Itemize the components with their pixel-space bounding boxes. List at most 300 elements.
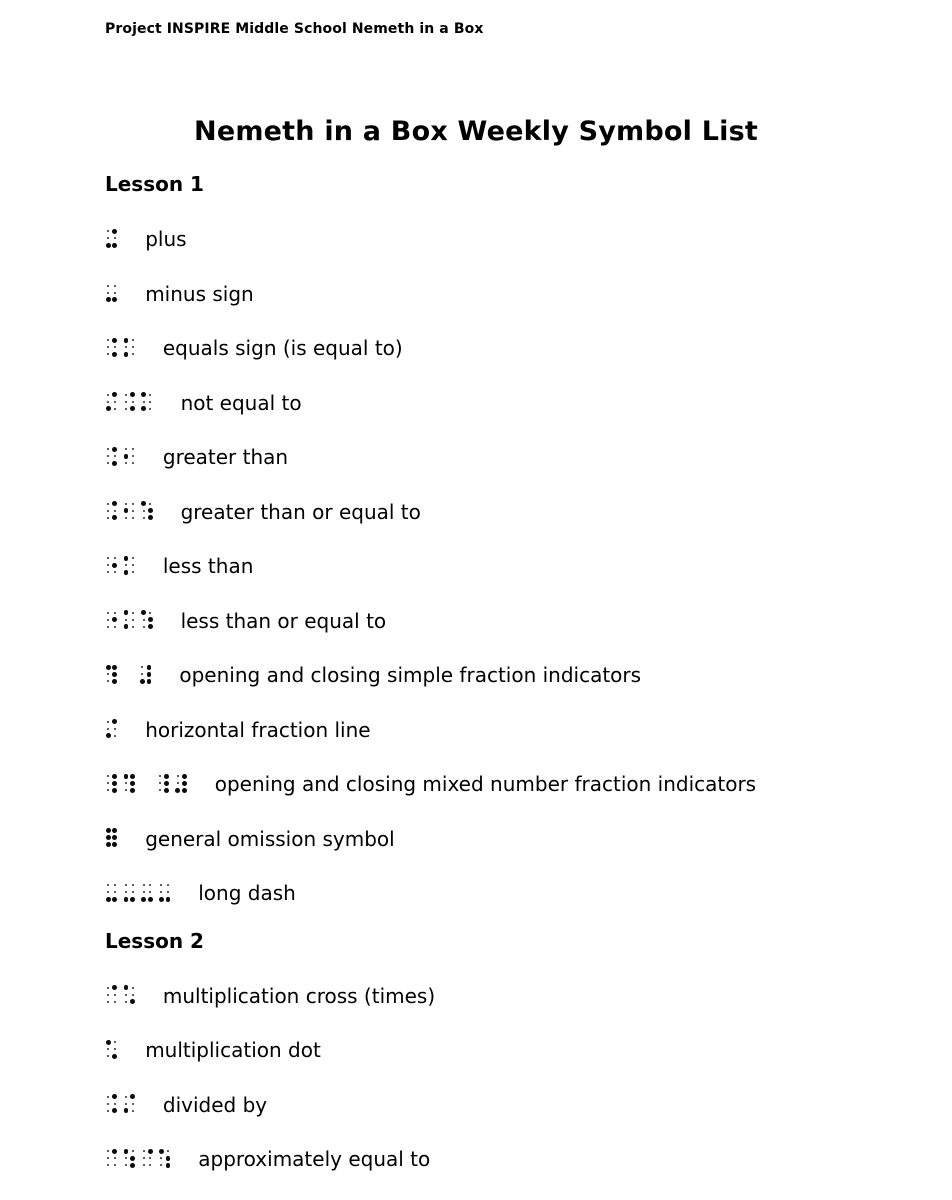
braille-cell (123, 882, 136, 903)
braille-symbol (105, 282, 118, 303)
braille-dot (106, 665, 111, 670)
symbol-row (0, 376, 952, 431)
braille-dot (143, 1164, 145, 1166)
lesson-heading: Lesson 2 (105, 928, 204, 953)
braille-symbol (105, 718, 118, 739)
braille-dot (114, 292, 116, 294)
braille-dot (132, 564, 134, 566)
braille-dot (112, 665, 117, 670)
symbol-label: approximately equal to (198, 1147, 431, 1172)
braille-dot (107, 1048, 109, 1050)
braille-dot (114, 571, 116, 573)
braille-dot (132, 626, 134, 628)
braille-cell (105, 337, 118, 358)
braille-dot (125, 619, 127, 621)
braille-dot (112, 515, 117, 520)
braille-space (123, 674, 135, 675)
braille-dot (132, 455, 134, 457)
braille-dot (114, 1041, 116, 1043)
braille-dot (112, 1149, 117, 1154)
braille-dot (132, 619, 134, 621)
symbol-row (0, 485, 952, 540)
braille-cell (140, 882, 153, 903)
braille-dot (107, 612, 109, 614)
braille-dot (130, 1094, 135, 1099)
braille-dot (125, 1096, 127, 1098)
braille-dot (141, 666, 143, 668)
braille-dot (160, 891, 162, 893)
braille-dot (159, 782, 161, 784)
braille-dot (132, 1103, 134, 1105)
braille-dot (148, 897, 153, 902)
braille-dot (114, 455, 116, 457)
braille-dot (124, 556, 129, 561)
symbol-label: multiplication dot (145, 1038, 321, 1063)
braille-dot (107, 448, 109, 450)
braille-dot (114, 1164, 116, 1166)
symbol-label: greater than (162, 445, 289, 470)
braille-dot (114, 1001, 116, 1003)
braille-dot (107, 353, 109, 355)
symbol-label: equals sign (is equal to) (162, 336, 403, 361)
symbol-row (0, 703, 952, 758)
braille-dot (132, 1110, 134, 1112)
braille-dot (106, 1040, 111, 1045)
braille-symbol (105, 664, 152, 685)
braille-dot (112, 679, 117, 684)
braille-dot (125, 891, 127, 893)
braille-dot (124, 897, 129, 902)
symbol-label: plus (145, 227, 187, 252)
symbol-row (0, 757, 952, 812)
braille-dot (148, 515, 153, 520)
braille-dot (107, 884, 109, 886)
braille-dot (124, 352, 129, 357)
braille-dot (107, 517, 109, 519)
symbol-row (0, 430, 952, 485)
braille-cell (105, 282, 118, 303)
braille-cell (123, 500, 136, 521)
braille-dot (149, 503, 151, 505)
braille-dot (124, 338, 129, 343)
braille-cell (157, 773, 170, 794)
braille-dot (130, 781, 135, 786)
braille-dot (148, 617, 153, 622)
braille-dot (149, 401, 151, 403)
braille-dot (143, 891, 145, 893)
braille-dot (125, 1164, 127, 1166)
braille-cell (139, 664, 152, 685)
braille-dot (167, 1150, 169, 1152)
braille-dot (132, 346, 134, 348)
braille-dot (114, 612, 116, 614)
braille-dot (107, 626, 109, 628)
braille-symbol (105, 984, 136, 1005)
braille-cell (105, 1148, 118, 1169)
braille-cell (105, 555, 118, 576)
braille-dot (141, 610, 146, 615)
braille-symbol (105, 1093, 136, 1114)
braille-dot (132, 557, 134, 559)
braille-symbol (105, 500, 154, 521)
braille-dot (125, 462, 127, 464)
braille-dot (125, 994, 127, 996)
braille-dot (106, 897, 111, 902)
braille-dot (140, 679, 145, 684)
braille-dot (112, 781, 117, 786)
braille-cell (140, 1148, 153, 1169)
braille-dot (124, 624, 129, 629)
braille-dot (112, 461, 117, 466)
braille-dot (130, 1163, 135, 1168)
braille-dot (112, 243, 117, 248)
braille-dot (130, 406, 135, 411)
braille-cell (105, 984, 118, 1005)
braille-dot (124, 1149, 129, 1154)
braille-cell (123, 1093, 136, 1114)
symbol-label: minus sign (145, 281, 254, 306)
braille-dot (114, 884, 116, 886)
braille-dot (167, 884, 169, 886)
braille-dot (107, 1157, 109, 1159)
braille-dot (143, 510, 145, 512)
braille-dot (112, 985, 117, 990)
braille-dot (125, 346, 127, 348)
symbol-label: divided by (162, 1092, 268, 1117)
symbol-row (0, 1132, 952, 1187)
braille-cell (105, 1093, 118, 1114)
braille-dot (182, 774, 187, 779)
braille-dot (106, 842, 111, 847)
braille-dot (125, 517, 127, 519)
braille-dot (114, 237, 116, 239)
braille-cell (140, 609, 153, 630)
braille-symbol (105, 446, 136, 467)
braille-dot (106, 828, 111, 833)
braille-dot (124, 570, 129, 575)
braille-dot (143, 884, 145, 886)
symbol-label: general omission symbol (145, 826, 395, 851)
braille-dot (125, 394, 127, 396)
braille-dot (114, 285, 116, 287)
braille-dot (107, 728, 109, 730)
braille-dot (132, 612, 134, 614)
braille-dot (125, 782, 127, 784)
braille-dot (114, 1157, 116, 1159)
braille-dot (130, 392, 135, 397)
braille-dot (125, 1157, 127, 1159)
symbol-label: horizontal fraction line (145, 717, 371, 742)
braille-dot (112, 338, 117, 343)
braille-dot (147, 679, 152, 684)
braille-cell (105, 664, 118, 685)
symbol-row (0, 267, 952, 322)
symbol-row (0, 321, 952, 376)
braille-dot (147, 665, 152, 670)
doc-header: Project INSPIRE Middle School Nemeth in a Box (105, 21, 484, 37)
braille-dot (107, 1001, 109, 1003)
symbol-row (0, 969, 952, 1024)
braille-symbol (105, 827, 118, 848)
braille-symbol (105, 391, 154, 412)
braille-dot (107, 987, 109, 989)
braille-cell (123, 391, 136, 412)
symbol-row (0, 866, 952, 921)
braille-dot (125, 503, 127, 505)
braille-dot (112, 501, 117, 506)
braille-dot (107, 230, 109, 232)
symbol-label: less than or equal to (180, 608, 387, 633)
braille-dot (107, 571, 109, 573)
braille-cell (140, 500, 153, 521)
braille-cell (123, 337, 136, 358)
braille-dot (182, 781, 187, 786)
braille-dot (107, 680, 109, 682)
braille-dot (132, 448, 134, 450)
braille-dot (143, 619, 145, 621)
braille-cell (105, 228, 118, 249)
braille-dot (107, 285, 109, 287)
braille-dot (107, 503, 109, 505)
braille-cell (105, 500, 118, 521)
braille-dot (149, 1164, 151, 1166)
braille-dot (149, 394, 151, 396)
braille-dot (125, 1001, 127, 1003)
symbol-label: multiplication cross (times) (162, 983, 436, 1008)
braille-dot (114, 401, 116, 403)
braille-dot (124, 454, 129, 459)
braille-dot (160, 1164, 162, 1166)
braille-symbol (105, 609, 154, 630)
braille-dot (112, 1054, 117, 1059)
braille-dot (107, 721, 109, 723)
page-title: Nemeth in a Box Weekly Symbol List (194, 116, 758, 147)
braille-dot (107, 346, 109, 348)
symbol-row (0, 812, 952, 867)
braille-dot (159, 1149, 164, 1154)
braille-dot (112, 297, 117, 302)
braille-dot (132, 517, 134, 519)
braille-dot (164, 781, 169, 786)
braille-cell (123, 609, 136, 630)
braille-dot (149, 891, 151, 893)
braille-dot (143, 1157, 145, 1159)
braille-dot (124, 774, 129, 779)
braille-dot (114, 557, 116, 559)
braille-dot (132, 462, 134, 464)
lesson-section (0, 930, 952, 1187)
braille-dot (143, 517, 145, 519)
symbol-label: long dash (198, 881, 296, 906)
braille-cell (105, 718, 118, 739)
braille-dot (106, 243, 111, 248)
braille-cell (105, 446, 118, 467)
braille-dot (166, 897, 171, 902)
braille-dot (166, 1163, 171, 1168)
braille-dot (106, 835, 111, 840)
braille-dot (125, 401, 127, 403)
braille-dot (112, 1108, 117, 1113)
braille-dot (160, 1157, 162, 1159)
braille-symbol (105, 337, 136, 358)
braille-dot (124, 1108, 129, 1113)
braille-dot (107, 782, 109, 784)
braille-dot (132, 987, 134, 989)
braille-cell (105, 391, 118, 412)
braille-dot (114, 346, 116, 348)
braille-dot (132, 339, 134, 341)
braille-dot (107, 237, 109, 239)
braille-dot (132, 510, 134, 512)
braille-dot (148, 1149, 153, 1154)
braille-dot (107, 1110, 109, 1112)
braille-dot (106, 733, 111, 738)
braille-dot (107, 510, 109, 512)
braille-dot (167, 891, 169, 893)
symbol-row (0, 1023, 952, 1078)
braille-dot (149, 1157, 151, 1159)
braille-dot (114, 1103, 116, 1105)
braille-dot (114, 994, 116, 996)
lesson-heading: Lesson 1 (105, 172, 204, 196)
braille-dot (125, 408, 127, 410)
braille-dot (112, 788, 117, 793)
braille-dot (148, 624, 153, 629)
braille-cell (175, 773, 188, 794)
symbol-label: greater than or equal to (180, 499, 421, 524)
braille-dot (132, 1150, 134, 1152)
braille-dot (130, 1156, 135, 1161)
braille-cell (140, 391, 153, 412)
braille-dot (107, 1164, 109, 1166)
braille-dot (149, 408, 151, 410)
braille-dot (159, 775, 161, 777)
braille-dot (166, 1156, 171, 1161)
symbol-list (0, 173, 952, 1187)
braille-dot (114, 728, 116, 730)
braille-cell (105, 609, 118, 630)
braille-dot (107, 564, 109, 566)
braille-dot (141, 673, 143, 675)
braille-dot (106, 297, 111, 302)
braille-dot (114, 735, 116, 737)
braille-dot (114, 626, 116, 628)
braille-cell (123, 555, 136, 576)
braille-dot (182, 788, 187, 793)
braille-dot (125, 564, 127, 566)
braille-space (140, 783, 152, 784)
braille-dot (175, 788, 180, 793)
braille-dot (132, 503, 134, 505)
braille-dot (107, 1096, 109, 1098)
braille-dot (130, 774, 135, 779)
braille-dot (143, 626, 145, 628)
braille-dot (132, 401, 134, 403)
braille-dot (177, 782, 179, 784)
braille-dot (149, 612, 151, 614)
braille-dot (177, 775, 179, 777)
braille-dot (132, 571, 134, 573)
braille-symbol (105, 882, 171, 903)
braille-cell (123, 773, 136, 794)
braille-dot (132, 891, 134, 893)
braille-dot (164, 788, 169, 793)
braille-dot (114, 1048, 116, 1050)
symbol-row (0, 648, 952, 703)
symbol-label: not equal to (180, 390, 302, 415)
braille-dot (159, 789, 161, 791)
braille-symbol (105, 1148, 171, 1169)
braille-dot (159, 897, 164, 902)
braille-dot (130, 788, 135, 793)
braille-dot (112, 828, 117, 833)
braille-dot (112, 617, 117, 622)
symbol-row (0, 539, 952, 594)
braille-dot (107, 401, 109, 403)
braille-dot (112, 842, 117, 847)
braille-dot (125, 789, 127, 791)
braille-cell (105, 773, 118, 794)
braille-dot (107, 789, 109, 791)
braille-dot (107, 775, 109, 777)
braille-dot (132, 994, 134, 996)
braille-dot (130, 897, 135, 902)
braille-dot (143, 401, 145, 403)
braille-dot (107, 1103, 109, 1105)
braille-dot (112, 835, 117, 840)
braille-dot (132, 353, 134, 355)
symbol-label: less than (162, 554, 254, 579)
braille-dot (147, 672, 152, 677)
braille-dot (107, 394, 109, 396)
braille-dot (112, 352, 117, 357)
braille-dot (112, 563, 117, 568)
braille-dot (141, 406, 146, 411)
braille-symbol (105, 228, 118, 249)
braille-symbol (105, 773, 188, 794)
braille-dot (112, 392, 117, 397)
braille-symbol (105, 555, 136, 576)
braille-dot (107, 455, 109, 457)
braille-dot (141, 897, 146, 902)
braille-dot (107, 994, 109, 996)
braille-dot (125, 1103, 127, 1105)
braille-dot (164, 774, 169, 779)
symbol-row (0, 594, 952, 649)
braille-dot (149, 884, 151, 886)
braille-dot (124, 985, 129, 990)
braille-dot (160, 884, 162, 886)
braille-dot (114, 891, 116, 893)
braille-cell (123, 1148, 136, 1169)
braille-dot (107, 673, 109, 675)
braille-dot (124, 610, 129, 615)
braille-dot (114, 408, 116, 410)
symbol-label: opening and closing simple fraction indicators (179, 663, 642, 688)
braille-dot (107, 557, 109, 559)
braille-dot (107, 292, 109, 294)
braille-dot (132, 884, 134, 886)
braille-dot (112, 1094, 117, 1099)
braille-dot (143, 1150, 145, 1152)
symbol-row (0, 1078, 952, 1133)
braille-symbol (105, 1039, 118, 1060)
braille-dot (130, 999, 135, 1004)
braille-dot (107, 339, 109, 341)
braille-dot (107, 891, 109, 893)
braille-dot (107, 1055, 109, 1057)
braille-dot (112, 672, 117, 677)
